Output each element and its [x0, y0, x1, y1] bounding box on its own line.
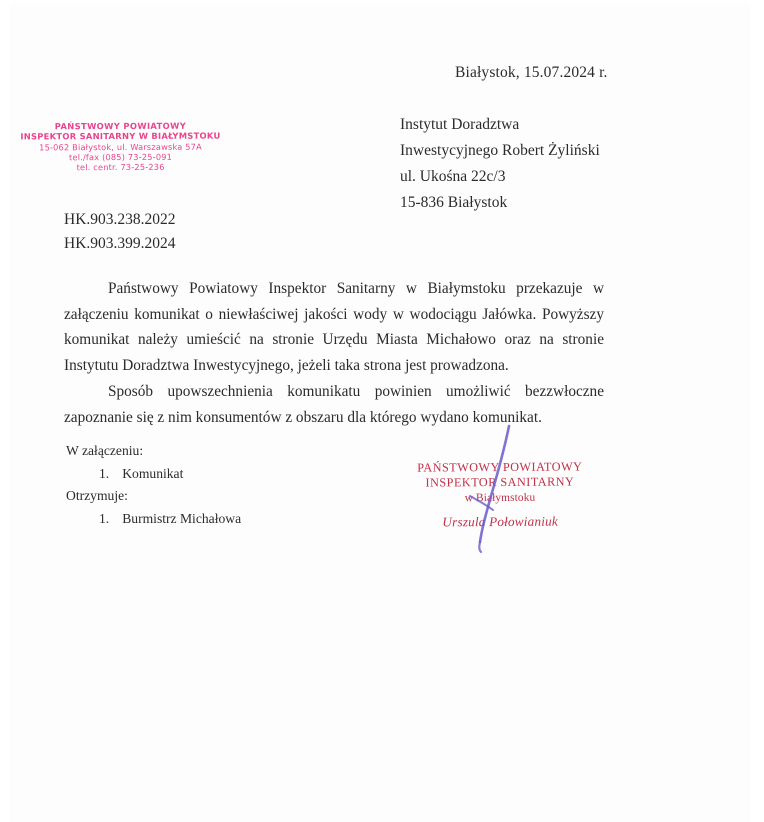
letterhead-stamp [18, 121, 223, 172]
document-body [64, 276, 604, 430]
recipient-item-number: 1. [99, 510, 110, 526]
recipient-line-1: Instytut Doradztwa [400, 116, 520, 133]
recipient-list-item [66, 508, 241, 531]
signature-stamp-city: w Białymstoku [464, 491, 536, 505]
letterhead-address: 15-062 Białystok, ul. Warszawska 57A [39, 141, 202, 152]
reference-number-1: HK.903.238.2022 [64, 211, 176, 228]
recipient-line-2: Inwestycyjnego Robert Żyliński [400, 142, 600, 159]
signature-stamp-name: Urszula Połowianiuk [442, 513, 559, 530]
attachment-list-item [66, 463, 241, 486]
letterhead-fax: tel./fax (085) 73-25-091 [69, 151, 173, 162]
letterhead-line-2: INSPEKTOR SANITARNY W BIAŁYMSTOKU [20, 130, 221, 142]
body-paragraph-2: Sposób upowszechnienia komunikatu powinien umożliwić bezzwłoczne zapoznanie się z nim konsumentów z obszaru dla którego wydano komunikat. [64, 383, 604, 426]
recipient-item-label: Burmistrz Michałowa [122, 510, 242, 526]
signature-stamp-line-2: INSPEKTOR SANITARNY [425, 474, 575, 490]
document-date: Białystok, 15.07.2024 r. [455, 64, 608, 81]
recipient-street: ul. Ukośna 22c/3 [400, 168, 506, 185]
attachment-item-label: Komunikat [122, 465, 184, 481]
attachments-header: W załączeniu: [66, 443, 144, 458]
letterhead-phone: tel. centr. 73-25-236 [76, 161, 165, 172]
signature-stamp [415, 459, 585, 530]
reference-number-2: HK.903.399.2024 [64, 235, 176, 252]
body-paragraph-1: Państwowy Powiatowy Inspektor Sanitarny w Białymstoku przekazuje w załączeniu komunikat o niewłaściwej jakości wody w wodociągu Jałówka. Powyższy komunikat należy umieścić na stronie Urzędu Miasta Michałowo oraz na stronie Instytutu Doradztwa Inwestycyjnego, jeżeli taka strona jest prowadzona. [64, 280, 604, 374]
reference-numbers [64, 208, 176, 256]
recipients-header: Otrzymuje: [66, 488, 128, 503]
document-page [10, 4, 750, 822]
recipient-city: 15-836 Białystok [400, 194, 508, 211]
closing-section [66, 440, 241, 530]
letterhead-line-1: PAŃSTWOWY POWIATOWY [54, 120, 187, 132]
attachment-item-number: 1. [99, 465, 110, 481]
signature-stamp-line-1: PAŃSTWOWY POWIATOWY [417, 459, 583, 475]
recipient-address-block [400, 112, 600, 216]
